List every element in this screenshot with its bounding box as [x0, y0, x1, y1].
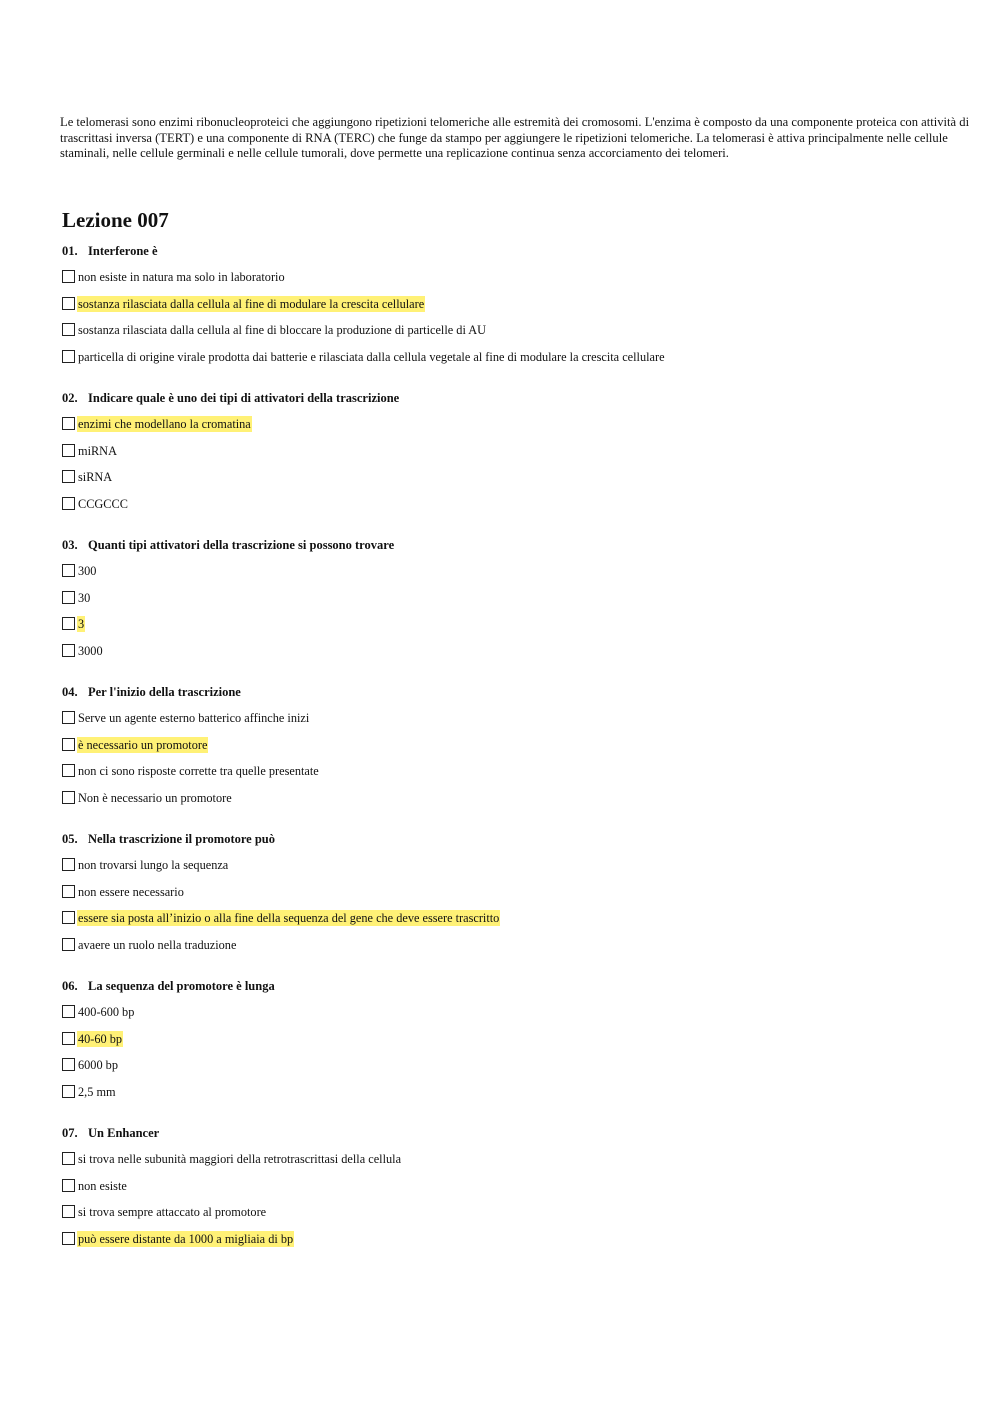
- answer-text: non esiste: [78, 1178, 127, 1193]
- answer-text: si trova sempre attaccato al promotore: [78, 1205, 267, 1220]
- answer-checkbox[interactable]: [62, 270, 75, 283]
- question-text: Per l'inizio della trascrizione: [88, 685, 241, 699]
- question-heading: [62, 243, 962, 269]
- answer-option: [62, 1031, 962, 1058]
- answer-option: [62, 1057, 962, 1084]
- question-heading: [62, 537, 962, 563]
- question-heading: [62, 390, 962, 416]
- answer-option: [62, 763, 962, 790]
- answer-option: [62, 296, 962, 323]
- question-heading: [62, 684, 962, 710]
- answer-option: [62, 1204, 962, 1231]
- answer-text: 6000 bp: [78, 1058, 118, 1073]
- answer-text: Serve un agente esterno batterico affinche inizi: [78, 711, 310, 725]
- answer-option: [62, 710, 962, 737]
- answer-text-highlighted: è necessario un promotore: [78, 737, 208, 752]
- answer-checkbox[interactable]: [62, 470, 75, 483]
- question-text: Indicare quale è uno dei tipi di attivatori della trascrizione: [88, 391, 400, 405]
- answer-checkbox[interactable]: [62, 1005, 75, 1018]
- answer-checkbox[interactable]: [62, 350, 75, 363]
- answer-text: siRNA: [78, 470, 113, 485]
- question-text: Quanti tipi attivatori della trascrizione si possono trovare: [88, 538, 395, 552]
- answer-option: [62, 443, 962, 470]
- answer-checkbox[interactable]: [62, 444, 75, 457]
- answer-option: [62, 496, 962, 523]
- answer-option: [62, 322, 962, 349]
- answer-option: [62, 269, 962, 296]
- intro-paragraph: Le telomerasi sono enzimi ribonucleoproteici che aggiungono ripetizioni telomeriche alle estremità dei cromosomi. L'enzima è composto da una componente proteica con attività di trascrittasi inversa (TERT) e una componente di RNA (TERC) che funge da stampo per aggiungere le ripetizioni telomeriche. La telomerasi è attiva principalmente nelle cellule staminali, nelle cellule germinali e nelle cellule tumorali, dove permette una replicazione continua senza accorciamento dei telomeri.: [60, 115, 970, 160]
- question-block: [62, 537, 962, 684]
- question-text: Nella trascrizione il promotore può: [88, 832, 276, 846]
- answer-option: [62, 590, 962, 617]
- answer-text: non trovarsi lungo la sequenza: [78, 858, 229, 872]
- answer-option: [62, 1178, 962, 1205]
- answer-checkbox[interactable]: [62, 738, 75, 751]
- answer-text: non esiste in natura ma solo in laboratorio: [78, 270, 285, 284]
- answer-checkbox[interactable]: [62, 1058, 75, 1071]
- question-heading: [62, 831, 962, 857]
- question-block: [62, 390, 962, 537]
- answer-option: [62, 416, 962, 443]
- answer-checkbox[interactable]: [62, 1179, 75, 1192]
- answer-text-highlighted: enzimi che modellano la cromatina: [78, 417, 251, 431]
- question-block: [62, 978, 962, 1125]
- question-heading: [62, 978, 962, 1004]
- answer-checkbox[interactable]: [62, 617, 75, 630]
- answer-text-highlighted: essere sia posta all’inizio o alla fine della sequenza del gene che deve essere trascritto: [78, 911, 500, 926]
- answer-checkbox[interactable]: [62, 591, 75, 604]
- answer-text-highlighted: 3: [78, 617, 85, 632]
- question-block: [62, 831, 962, 978]
- answer-checkbox[interactable]: [62, 323, 75, 336]
- answer-option: [62, 563, 962, 590]
- answer-checkbox[interactable]: [62, 911, 75, 924]
- answer-checkbox[interactable]: [62, 1232, 75, 1245]
- answer-checkbox[interactable]: [62, 764, 75, 777]
- answer-option: [62, 469, 962, 496]
- answer-text: non essere necessario: [78, 884, 184, 899]
- question-number: 02.: [62, 391, 78, 405]
- question-number: 05.: [62, 832, 78, 846]
- answer-text: particella di origine virale prodotta dai batterie e rilasciata dalla cellula vegetale al fine di modulare la crescita cellulare: [78, 350, 665, 365]
- answer-option: [62, 857, 962, 884]
- question-list: [62, 243, 962, 1272]
- question-text: Un Enhancer: [88, 1126, 160, 1140]
- answer-option: [62, 616, 962, 643]
- answer-checkbox[interactable]: [62, 497, 75, 510]
- answer-checkbox[interactable]: [62, 417, 75, 430]
- question-number: 06.: [62, 979, 78, 993]
- answer-option: [62, 1004, 962, 1031]
- question-heading: [62, 1125, 962, 1151]
- answer-text: 400-600 bp: [78, 1005, 135, 1019]
- answer-option: [62, 910, 962, 937]
- answer-text: Non è necessario un promotore: [78, 791, 232, 806]
- question-number: 03.: [62, 538, 78, 552]
- answer-text: 2,5 mm: [78, 1085, 116, 1100]
- answer-option: [62, 737, 962, 764]
- question-block: [62, 684, 962, 831]
- answer-text: si trova nelle subunità maggiori della retrotrascrittasi della cellula: [78, 1152, 402, 1166]
- answer-checkbox[interactable]: [62, 938, 75, 951]
- question-block: [62, 243, 962, 390]
- answer-text: CCGCCC: [78, 497, 128, 512]
- answer-option: [62, 884, 962, 911]
- question-number: 04.: [62, 685, 78, 699]
- answer-text: 300: [78, 564, 97, 578]
- answer-text: sostanza rilasciata dalla cellula al fine di bloccare la produzione di particelle di AU: [78, 323, 487, 338]
- answer-checkbox[interactable]: [62, 885, 75, 898]
- answer-option: [62, 937, 962, 964]
- answer-checkbox[interactable]: [62, 564, 75, 577]
- answer-checkbox[interactable]: [62, 711, 75, 724]
- answer-text: non ci sono risposte corrette tra quelle presentate: [78, 764, 319, 779]
- question-number: 01.: [62, 244, 78, 258]
- answer-text-highlighted: può essere distante da 1000 a migliaia di bp: [78, 1232, 294, 1247]
- answer-option: [62, 1151, 962, 1178]
- answer-text: miRNA: [78, 443, 117, 458]
- answer-option: [62, 1231, 962, 1258]
- answer-option: [62, 1084, 962, 1111]
- answer-checkbox[interactable]: [62, 1032, 75, 1045]
- answer-checkbox[interactable]: [62, 297, 75, 310]
- answer-checkbox[interactable]: [62, 1152, 75, 1165]
- answer-checkbox[interactable]: [62, 1085, 75, 1098]
- answer-option: [62, 643, 962, 670]
- answer-checkbox[interactable]: [62, 858, 75, 871]
- answer-checkbox[interactable]: [62, 791, 75, 804]
- answer-option: [62, 349, 962, 376]
- lesson-title: Lezione 007: [62, 208, 169, 232]
- question-text: La sequenza del promotore è lunga: [88, 979, 275, 993]
- answer-checkbox[interactable]: [62, 644, 75, 657]
- answer-text: avaere un ruolo nella traduzione: [78, 938, 237, 953]
- answer-text-highlighted: 40-60 bp: [78, 1031, 123, 1046]
- question-text: Interferone è: [88, 244, 158, 258]
- answer-text-highlighted: sostanza rilasciata dalla cellula al fine di modulare la crescita cellulare: [78, 296, 425, 311]
- answer-text: 30: [78, 590, 91, 605]
- question-number: 07.: [62, 1126, 78, 1140]
- answer-checkbox[interactable]: [62, 1205, 75, 1218]
- answer-text: 3000: [78, 644, 103, 659]
- question-block: [62, 1125, 962, 1272]
- answer-option: [62, 790, 962, 817]
